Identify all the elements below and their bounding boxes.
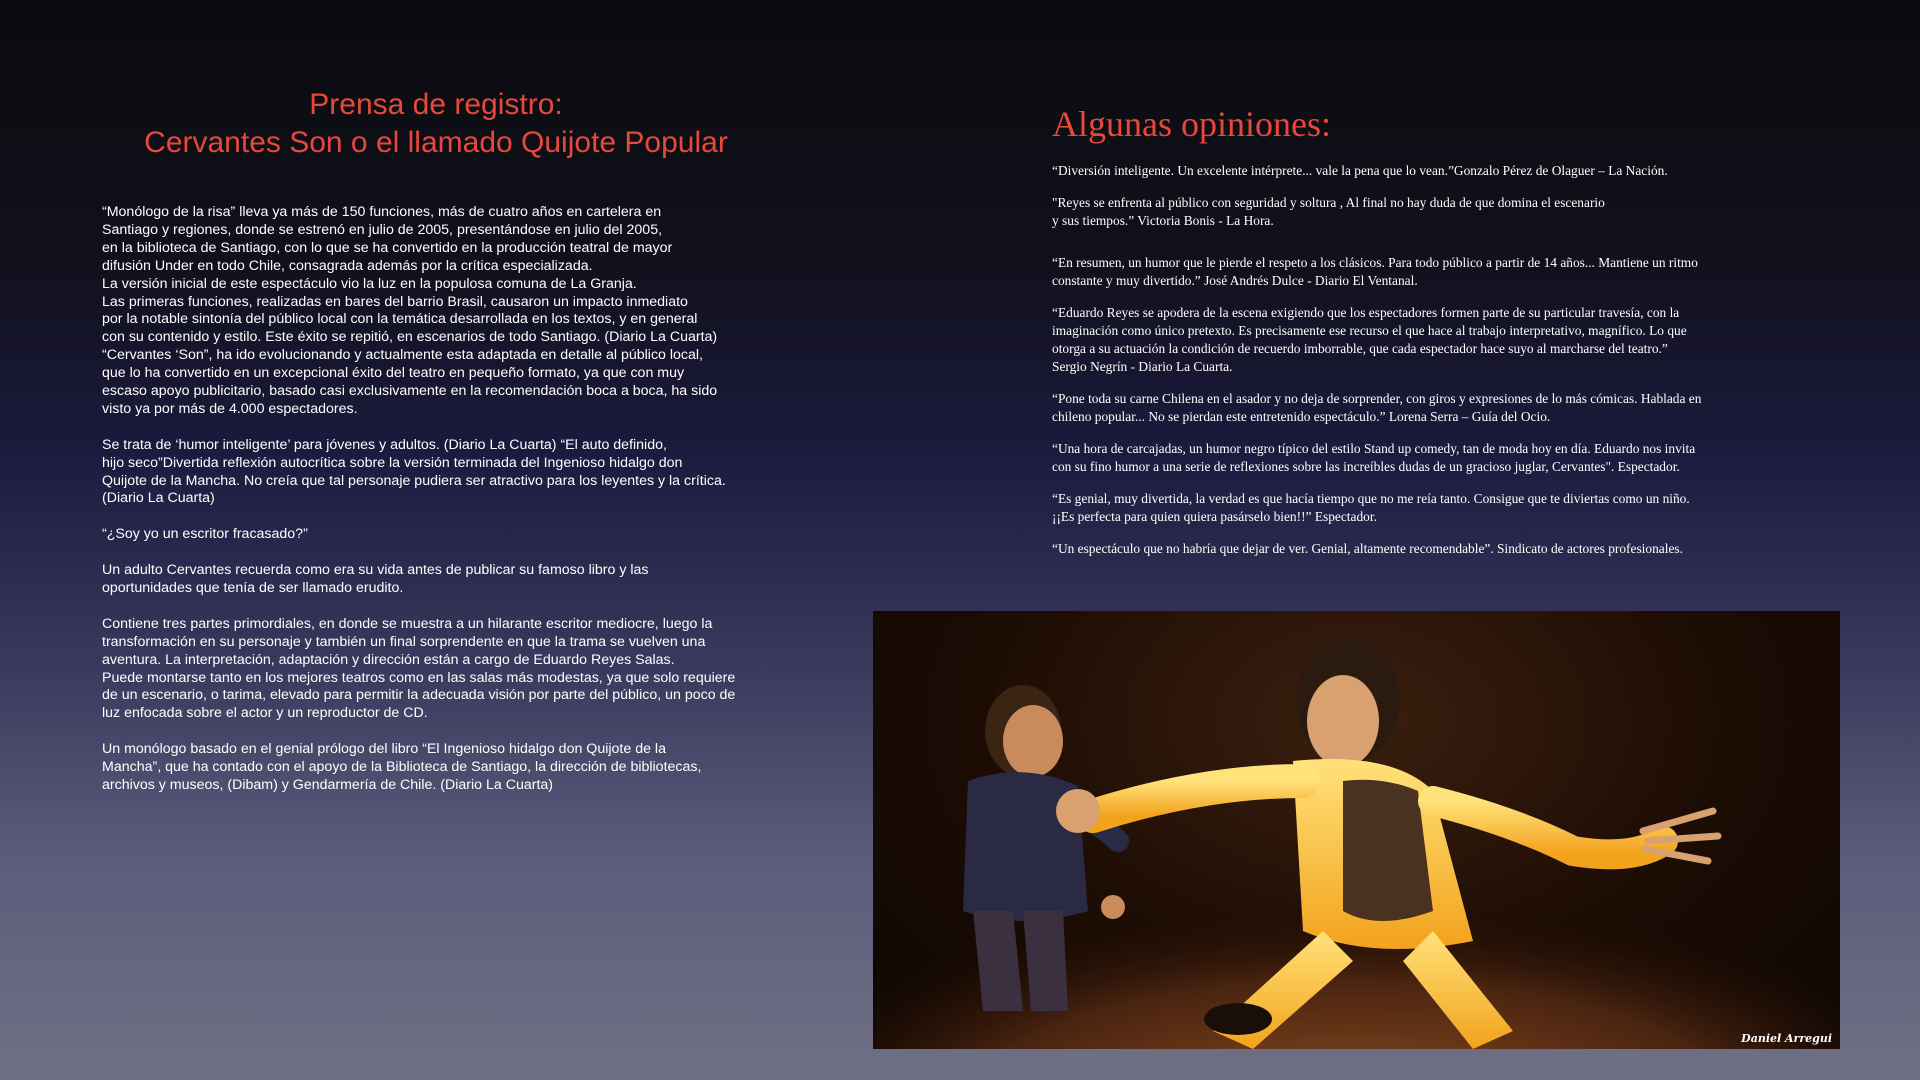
press-paragraph: “Monólogo de la risa” lleva ya más de 150 funciones, más de cuatro años en cartelera en Santiago y regiones, donde se estrenó en julio de 2005, presentándose en julio del 2005, en la biblioteca de Santiago, con lo que se ha convertido en la producción teatral de mayor difusión Under en todo Chile, consagrada además por la crítica especializada. La versión inicial de este espectáculo vio la luz en la populosa comuna de La Granja. Las primeras funciones, realizadas en bares del barrio Brasil, causaron un impacto inmediato por la notable sintonía del público local con la temática desarrollada en los textos, y en general con su contenido y estilo. Este éxito se repitió, en escenarios de todo Santiago. (Diario La Cuarta) “Cervantes ‘Son”, ha ido evolucionando y actualmente esta adaptada en detalle al público local, que lo ha convertido en un excepcional éxito del teatro en pequeño formato, ya que con muy escaso apoyo publicitario, basado casi exclusivamente en la recomendación boca a boca, ha sido visto ya por más de 4.000 espectadores.: [102, 204, 718, 417]
opinions-list: [1052, 162, 1812, 558]
stage-photo: [873, 611, 1840, 1049]
press-title-line-1: Prensa de registro:: [309, 88, 563, 121]
opinion-item: “Una hora de carcajadas, un humor negro típico del estilo Stand up comedy, tan de moda hoy en día. Eduardo nos invita con su fino humor a una serie de reflexiones sobre las increíbles dudas de un gracioso juglar, Cervantes". Espectador.: [1052, 441, 1696, 474]
opinions-title: Algunas opiniones:: [1052, 104, 1331, 144]
press-title-line-2: Cervantes Son o el llamado Quijote Popular: [144, 126, 728, 159]
press-body: [102, 204, 792, 795]
opinion-item: "Reyes se enfrenta al público con seguridad y soltura , Al final no hay duda de que domina el escenario y sus tiempos.” Victoria Bonis - La Hora.: [1052, 195, 1605, 228]
press-section: [102, 86, 792, 813]
opinions-section: [1052, 102, 1812, 572]
opinion-item: “En resumen, un humor que le pierde el respeto a los clásicos. Para todo público a partir de 14 años... Mantiene un ritmo constante y muy divertido.” José Andrés Dulce - Diario El Ventanal.: [1052, 255, 1698, 288]
press-title: [102, 86, 770, 162]
photographer-signature: Daniel Arregui: [1741, 1032, 1832, 1045]
opinion-item: “Diversión inteligente. Un excelente intérprete... vale la pena que lo vean.”Gonzalo Pérez de Olaguer – La Nación.: [1052, 163, 1668, 178]
stage-scene-illustration: [873, 611, 1840, 1049]
opinion-item: “Eduardo Reyes se apodera de la escena exigiendo que los espectadores formen parte de su particular travesía, con la imaginación como único pretexto. Es precisamente ese recurso el que hace al trabajo interpretativo, magnífico. Lo que otorga a su actuación la condición de recuerdo imborrable, que cada espectador hace suyo al marcharse del teatro.” Sergio Negrín - Diario La Cuarta.: [1052, 305, 1687, 374]
press-paragraph: “¿Soy yo un escritor fracasado?”: [102, 526, 308, 543]
opinion-item: “Es genial, muy divertida, la verdad es que hacía tiempo que no me reía tanto. Consigue que te diviertas como un niño. ¡¡Es perfecta para quien quiera pasárselo bien!!” Espectador.: [1052, 491, 1690, 524]
opinion-item: “Pone toda su carne Chilena en el asador y no deja de sorprender, con giros y expresiones de lo más cómicas. Hablada en chileno popular... No se pierdan este entretenido espectáculo.” Lorena Serra – Guía del Ocio.: [1052, 391, 1702, 424]
hat-on-floor: [1204, 1003, 1272, 1035]
press-paragraph: Se trata de ‘humor inteligente’ para jóvenes y adultos. (Diario La Cuarta) “El auto definido, hijo seco”Divertida reflexión autocrítica sobre la versión terminada del Ingenioso hidalgo don Quijote de la Mancha. No creía que tal personaje pudiera ser atractivo para los leyentes y la crítica. (Diario La Cuarta): [102, 436, 726, 507]
press-paragraph: Un monólogo basado en el genial prólogo del libro “El Ingenioso hidalgo don Quijote de la Mancha”, que ha contado con el apoyo de la Biblioteca de Santiago, la dirección de bibliotecas, archivos y museos, (Dibam) y Gendarmería de Chile. (Diario La Cuarta): [102, 741, 702, 793]
press-paragraph: Un adulto Cervantes recuerda como era su vida antes de publicar su famoso libro y las oportunidades que tenía de ser llamado erudito.: [102, 562, 649, 596]
opinion-item: “Un espectáculo que no habría que dejar de ver. Genial, altamente recomendable”. Sindicato de actores profesionales.: [1052, 541, 1683, 556]
press-paragraph: Contiene tres partes primordiales, en donde se muestra a un hilarante escritor mediocre, luego la transformación en su personaje y también un final sorprendente en que la trama se vuelven una aventura. La interpretación, adaptación y dirección están a cargo de Eduardo Reyes Salas. Puede montarse tanto en los mejores teatros como en las salas más modestas, ya que solo requiere de un escenario, o tarima, elevado para permitir la adecuada visión por parte del público, un poco de luz enfocada sobre el actor y un reproductor de CD.: [102, 615, 736, 722]
